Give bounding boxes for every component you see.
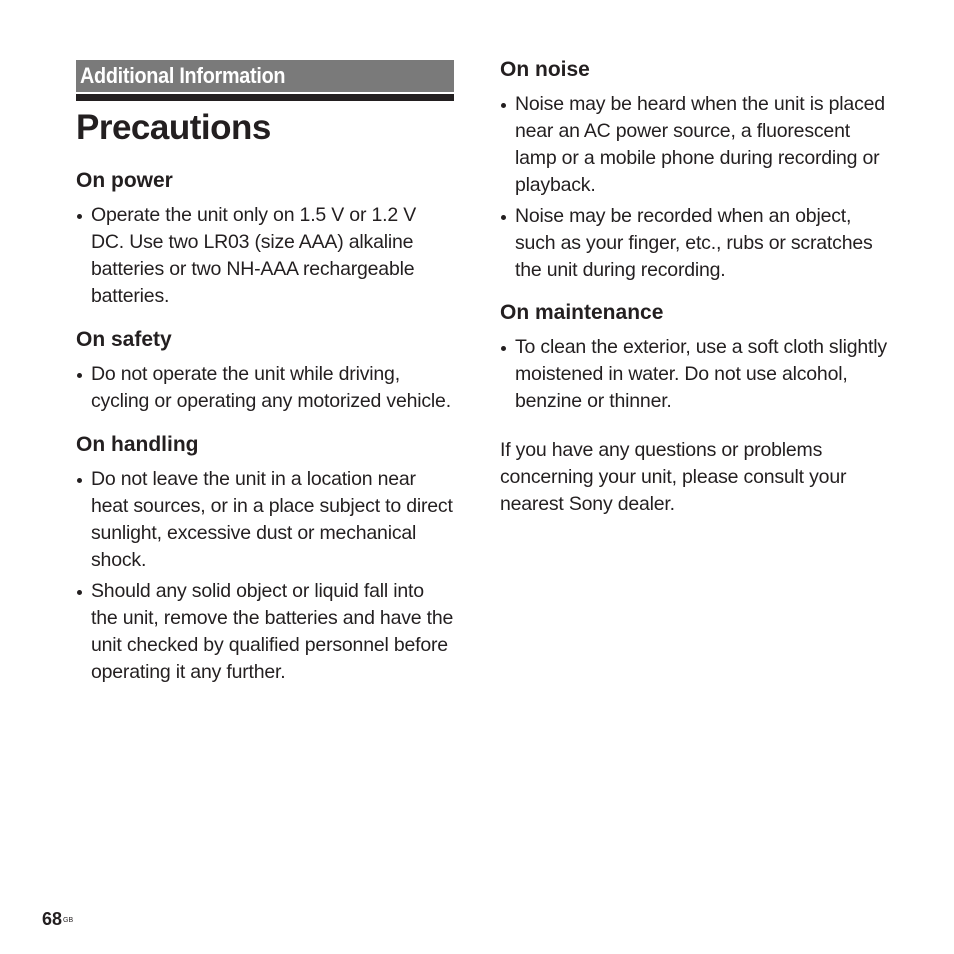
list-item: Operate the unit only on 1.5 V or 1.2 V DC. Use two LR03 (size AAA) alkaline batteries or two NH-AAA rechargeable batteries. — [76, 202, 454, 310]
section-band-label: Additional Information — [80, 63, 286, 88]
heading-on-maintenance: On maintenance — [500, 301, 664, 324]
list-item: To clean the exterior, use a soft cloth slightly moistened in water. Do not use alcohol, benzine or thinner. — [500, 334, 890, 415]
section-divider — [76, 94, 454, 101]
heading-on-safety: On safety — [76, 328, 172, 351]
maintenance-list — [500, 334, 890, 415]
page-suffix: GB — [63, 917, 74, 924]
handling-list — [76, 466, 454, 686]
heading-on-power: On power — [76, 169, 173, 192]
list-item: Do not leave the unit in a location near heat sources, or in a place subject to direct sunlight, excessive dust or mechanical shock. — [76, 466, 454, 574]
heading-on-handling: On handling — [76, 433, 199, 456]
list-item: Noise may be heard when the unit is placed near an AC power source, a fluorescent lamp or a mobile phone during recording or playback. — [500, 91, 890, 199]
closing-paragraph: If you have any questions or problems concerning your unit, please consult your nearest Sony dealer. — [500, 439, 847, 515]
power-list — [76, 202, 454, 310]
right-column — [500, 57, 890, 538]
list-item: Should any solid object or liquid fall into the unit, remove the batteries and have the unit checked by qualified personnel before operating it any further. — [76, 578, 454, 686]
section-band — [76, 60, 454, 92]
page-number — [42, 908, 73, 930]
list-item: Do not operate the unit while driving, cycling or operating any motorized vehicle. — [76, 361, 454, 415]
left-column — [76, 60, 454, 690]
page-number-value: 68 — [42, 909, 63, 929]
safety-list — [76, 361, 454, 415]
heading-on-noise: On noise — [500, 58, 590, 81]
noise-list — [500, 91, 890, 284]
list-item: Noise may be recorded when an object, such as your finger, etc., rubs or scratches the unit during recording. — [500, 203, 890, 284]
page-title: Precautions — [76, 108, 271, 147]
